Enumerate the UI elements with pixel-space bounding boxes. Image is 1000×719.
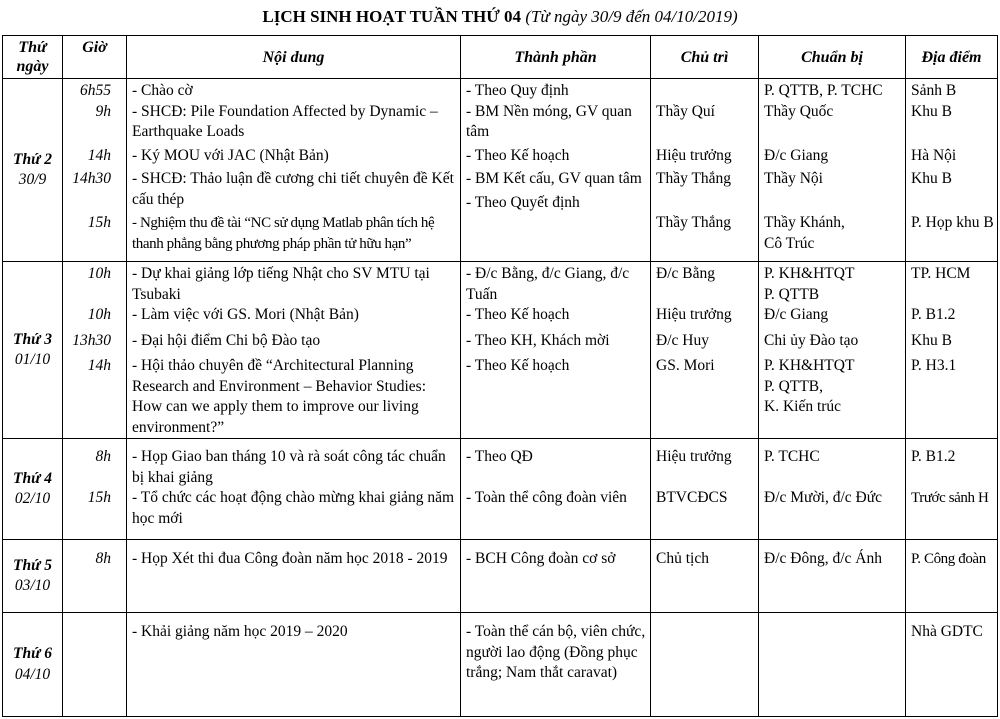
cell-spacer: [656, 285, 755, 306]
cell-spacer: [764, 190, 902, 211]
cell-line: Khu B: [911, 170, 952, 187]
content-cell: [127, 79, 461, 262]
cell-line: P. KH&HTQT: [764, 357, 855, 374]
cell-line: Thứ 3: [13, 330, 52, 348]
content-cell: [127, 439, 461, 540]
cell-line: - Theo Kế hoạch: [466, 306, 570, 323]
cell-line: Chủ tịch: [656, 550, 709, 567]
host-cell: [651, 79, 759, 262]
cell-spacer: [911, 285, 994, 306]
cell-line: Khu B: [911, 102, 952, 120]
time-cell: [63, 613, 127, 717]
cell-line: - Làm việc với GS. Mori (Nhật Bản): [132, 306, 359, 323]
time-cell: [63, 262, 127, 439]
cell-line: 10h: [87, 265, 111, 282]
cell-spacer: [764, 122, 902, 143]
cell-line: 8h: [95, 550, 111, 567]
cell-line: GS. Mori: [656, 357, 715, 374]
cell-line: P. KH&HTQT: [764, 265, 855, 282]
cell-line: Khu B: [911, 331, 952, 349]
time-cell: [63, 79, 127, 262]
content-cell: [127, 540, 461, 613]
cell-spacer: [656, 81, 755, 102]
location-cell: [906, 79, 998, 262]
cell-line: 15h: [87, 214, 111, 231]
cell-line: - Tổ chức các hoạt động chào mừng khai giảng năm học mới: [132, 489, 455, 527]
prep-cell: [759, 613, 906, 717]
cell-line: - Dự khai giảng lớp tiếng Nhật cho SV MTU tại Tsubaki: [132, 265, 430, 303]
cell-line: 14h30: [72, 170, 111, 187]
header-location: [906, 36, 998, 79]
header-host: [651, 36, 759, 79]
schedule-title: [0, 6, 1000, 28]
header-prep: [759, 36, 906, 79]
cell-spacer: [68, 468, 111, 489]
cell-line: Thầy Khánh,: [764, 214, 845, 231]
cell-spacer: [68, 190, 111, 211]
cell-line: P. B1.2: [911, 306, 956, 323]
cell-line: Đ/c Giang: [764, 146, 829, 164]
cell-spacer: [656, 190, 755, 211]
cell-line: Thứ 5: [13, 556, 52, 574]
cell-line: - BM Nền móng, GV quan tâm: [466, 102, 632, 140]
cell-line: 15h: [87, 489, 111, 506]
cell-line: 30/9: [18, 171, 47, 188]
cell-line: - Theo Quy định: [466, 82, 569, 99]
cell-line: - Theo Kế hoạch: [466, 357, 570, 374]
cell-line: Thầy Thắng: [656, 214, 732, 231]
day-cell: [3, 79, 63, 262]
cell-spacer: [764, 468, 902, 489]
cell-line: 14h: [87, 357, 111, 374]
cell-line: Hà Nội: [911, 146, 957, 164]
cell-spacer: [911, 122, 994, 143]
day-row-thu-3: [3, 262, 998, 439]
day-row-thu-5: [3, 540, 998, 613]
cell-line: Nội dung: [262, 48, 325, 66]
location-cell: [906, 540, 998, 613]
cell-line: - Theo KH, Khách mời: [466, 331, 610, 349]
cell-spacer: [466, 468, 647, 489]
cell-line: Thành phần: [514, 48, 597, 66]
prep-cell: [759, 439, 906, 540]
time-cell: [63, 439, 127, 540]
header-content: [127, 36, 461, 79]
cell-line: P. QTTB: [764, 285, 820, 303]
cell-line: Đ/c Huy: [656, 331, 709, 349]
cell-line: Thứ 4: [13, 469, 52, 487]
cell-line: - Họp Giao ban tháng 10 và rà soát công tác chuẩn bị khai giảng: [132, 448, 446, 486]
cell-spacer: [68, 285, 111, 306]
host-cell: [651, 613, 759, 717]
cell-line: P. QTTB,: [764, 377, 823, 395]
day-cell: [3, 262, 63, 439]
cell-line: P. QTTB, P. TCHC: [764, 82, 883, 99]
prep-cell: [759, 262, 906, 439]
cell-line: - Khải giảng năm học 2019 – 2020: [132, 623, 348, 640]
cell-line: 03/10: [14, 577, 51, 594]
cell-line: 6h55: [80, 82, 111, 99]
cell-line: P. Công đoàn: [911, 551, 986, 567]
day-cell: [3, 613, 63, 717]
header-time: [63, 36, 127, 79]
cell-line: BTVCĐCS: [656, 489, 728, 506]
content-cell: [127, 613, 461, 717]
cell-line: 02/10: [14, 490, 51, 507]
cell-line: P. H3.1: [911, 357, 957, 374]
cell-line: - Ký MOU với JAC (Nhật Bản): [132, 146, 329, 164]
cell-spacer: [911, 468, 994, 489]
location-cell: [906, 439, 998, 540]
cell-line: Giờ: [82, 39, 107, 56]
cell-line: 04/10: [14, 665, 51, 683]
cell-line: Thứ ngày: [16, 39, 49, 75]
cell-line: K. Kiến trúc: [764, 398, 842, 415]
cell-spacer: [656, 468, 755, 489]
cell-line: Chủ trì: [680, 48, 729, 66]
day-row-thu-4: [3, 439, 998, 540]
cell-line: - Theo Quyết định: [466, 193, 580, 211]
day-cell: [3, 439, 63, 540]
cell-line: Chi ủy Đào tạo: [764, 331, 859, 349]
cell-line: Nhà GDTC: [911, 623, 983, 640]
cell-line: Hiệu trưởng: [656, 306, 732, 323]
cell-line: Hiệu trưởng: [656, 448, 732, 465]
time-cell: [63, 540, 127, 613]
participants-cell: [461, 79, 651, 262]
cell-spacer: [68, 122, 111, 143]
cell-line: 01/10: [14, 351, 51, 368]
cell-spacer: [656, 122, 755, 143]
title-main: LỊCH SINH HOẠT TUẦN THỨ 04: [262, 7, 522, 26]
cell-line: Hiệu trưởng: [656, 146, 732, 164]
cell-line: 14h: [87, 146, 111, 164]
cell-line: - SHCĐ: Thảo luận đề cương chi tiết chuyên đề Kết cấu thép: [132, 170, 454, 208]
cell-line: Thầy Nội: [764, 170, 823, 187]
cell-line: Chuẩn bị: [801, 48, 863, 66]
participants-cell: [461, 439, 651, 540]
participants-cell: [461, 262, 651, 439]
cell-line: - BM Kết cấu, GV quan tâm: [466, 170, 642, 187]
participants-cell: [461, 540, 651, 613]
cell-line: 10h: [87, 306, 111, 323]
cell-line: - Đ/c Bằng, đ/c Giang, đ/c Tuấn: [466, 265, 630, 303]
cell-line: Đ/c Mười, đ/c Đức: [764, 489, 882, 506]
prep-cell: [759, 79, 906, 262]
cell-line: Đ/c Giang: [764, 306, 829, 323]
schedule-table: [2, 35, 998, 717]
cell-line: - Họp Xét thi đua Công đoàn năm học 2018 - 2019: [132, 550, 448, 567]
cell-line: Cô Trúc: [764, 234, 815, 252]
cell-line: - Đại hội điểm Chi bộ Đào tạo: [132, 331, 321, 349]
cell-line: - Chào cờ: [132, 82, 193, 99]
cell-line: Thầy Thắng: [656, 170, 732, 187]
day-row-thu-6: [3, 613, 998, 717]
cell-line: - SHCĐ: Pile Foundation Affected by Dynamic – Earthquake Loads: [132, 102, 438, 140]
cell-line: Thứ 2: [13, 150, 52, 168]
cell-line: Đ/c Đông, đ/c Ánh: [764, 550, 882, 567]
cell-line: - Nghiệm thu đề tài “NC sử dụng Matlab phân tích hệ thanh phẳng bằng phương pháp phần tử hữu hạn”: [132, 215, 435, 252]
cell-line: 13h30: [72, 331, 111, 349]
host-cell: [651, 439, 759, 540]
cell-line: P. B1.2: [911, 448, 956, 465]
cell-line: - Hội thảo chuyên đề “Architectural Planning Research and Environment – Behavior Studies: How can we apply them to improve our living environment?”: [132, 357, 427, 436]
day-cell: [3, 540, 63, 613]
cell-line: - Toàn thể công đoàn viên: [466, 489, 627, 506]
cell-line: P. Họp khu B: [911, 214, 994, 231]
cell-line: - Theo QĐ: [466, 448, 533, 465]
host-cell: [651, 262, 759, 439]
cell-line: 9h: [95, 102, 111, 120]
participants-cell: [461, 613, 651, 717]
cell-line: P. TCHC: [764, 448, 820, 465]
cell-line: Thầy Quí: [656, 102, 715, 120]
cell-line: Địa điểm: [921, 48, 982, 66]
header-day: [3, 36, 63, 79]
cell-line: Sảnh B: [911, 82, 957, 99]
cell-line: Đ/c Bằng: [656, 265, 715, 282]
cell-line: TP. HCM: [911, 265, 971, 282]
title-subtitle: (Từ ngày 30/9 đến 04/10/2019): [525, 7, 738, 26]
header-row: [3, 36, 998, 79]
day-row-thu-2: [3, 79, 998, 262]
location-cell: [906, 613, 998, 717]
cell-line: - Theo Kế hoạch: [466, 146, 570, 164]
cell-line: - BCH Công đoàn cơ sở: [466, 550, 616, 567]
cell-line: Thầy Quốc: [764, 102, 834, 120]
cell-line: 8h: [95, 448, 111, 465]
header-participants: [461, 36, 651, 79]
cell-line: Thứ 6: [13, 645, 52, 662]
cell-line: Trước sảnh H: [911, 490, 989, 506]
cell-line: - Toàn thể cán bộ, viên chức, người lao động (Đồng phục trắng; Nam thắt caravat): [466, 623, 646, 681]
content-cell: [127, 262, 461, 439]
location-cell: [906, 262, 998, 439]
host-cell: [651, 540, 759, 613]
prep-cell: [759, 540, 906, 613]
cell-spacer: [911, 190, 994, 211]
